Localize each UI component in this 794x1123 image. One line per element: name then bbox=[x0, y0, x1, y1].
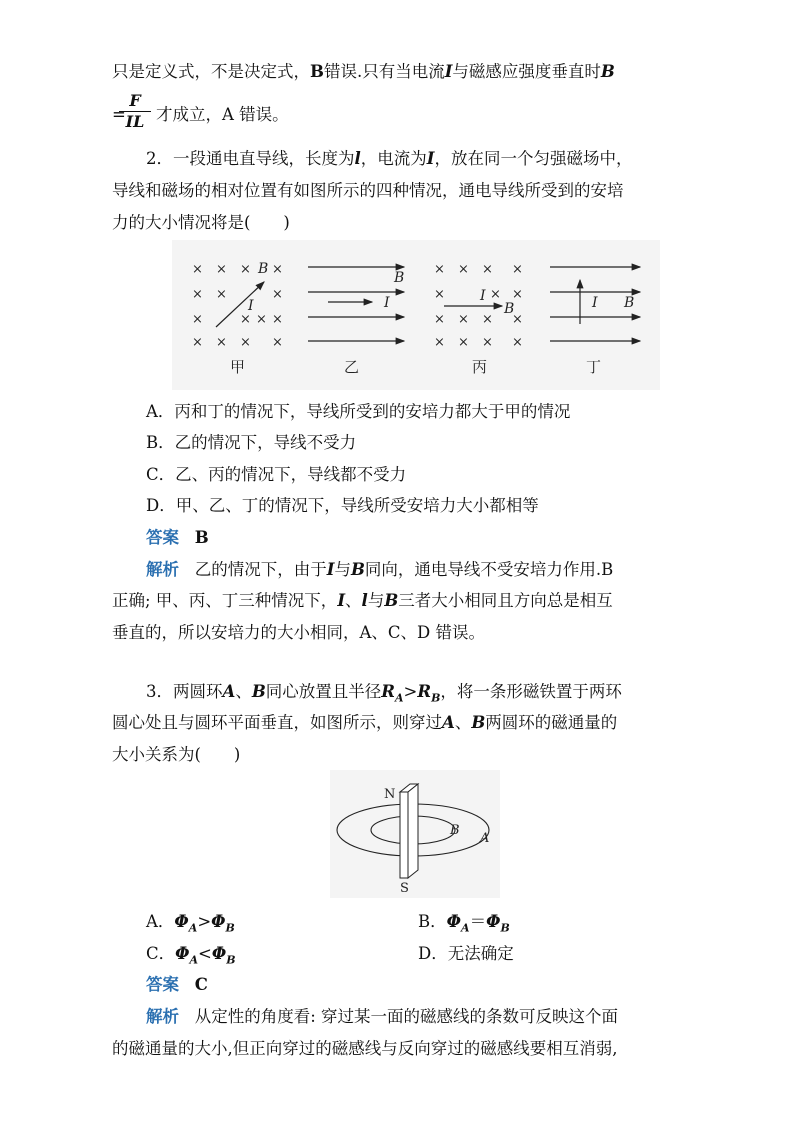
jia-B-label: B bbox=[258, 261, 269, 277]
svg-text:×: × bbox=[192, 312, 203, 327]
q3-option-b: B．$\Phi_A=\Phi_B$ bbox=[418, 912, 510, 935]
ding-I-label: I bbox=[592, 295, 598, 311]
answer-label: 答案 bbox=[146, 975, 179, 994]
svg-text:×: × bbox=[512, 312, 523, 327]
jia-label: 甲 bbox=[230, 358, 246, 376]
q3-analysis-line-1: 解析 从定性的角度看: 穿过某一面的磁感线的条数可反映这个面 bbox=[146, 1007, 619, 1026]
q2-stem-line-3: 力的大小情况将是( ) bbox=[112, 213, 290, 232]
bar-magnet bbox=[400, 784, 418, 878]
svg-text:×: × bbox=[458, 262, 469, 277]
yi-I-label: I bbox=[384, 295, 390, 311]
q2-stem-line-1: 2．一段通电直导线，长度为l，电流为I，放在同一个匀强磁场中， bbox=[146, 149, 633, 168]
bing-label: 丙 bbox=[472, 358, 488, 376]
svg-text:×: × bbox=[512, 287, 523, 302]
q2-option-d: D．甲、乙、丁的情况下，导线所受安培力大小都相等 bbox=[146, 496, 539, 515]
svg-text:×: × bbox=[482, 262, 493, 277]
svg-text:×: × bbox=[458, 335, 469, 350]
svg-text:×: × bbox=[216, 262, 227, 277]
q2-analysis-line-3: 垂直的，所以安培力的大小相同，A、C、D 错误。 bbox=[112, 623, 486, 642]
svg-text:×: × bbox=[272, 335, 283, 350]
svg-text:×: × bbox=[434, 312, 445, 327]
svg-text:×: × bbox=[434, 287, 445, 302]
bing-I-label: I bbox=[480, 288, 486, 304]
text-line-1: 只是定义式，不是决定式，B错误.只有当电流I与磁感应强度垂直时B bbox=[112, 62, 615, 81]
q3-stem-line-1: 3．两圆环A、B同心放置且半径$R_A>R_B$，将一条形磁铁置于两环 bbox=[146, 682, 622, 705]
magnet-S-label: S bbox=[400, 881, 409, 896]
svg-text:×: × bbox=[256, 312, 267, 327]
svg-text:×: × bbox=[240, 262, 251, 277]
svg-text:×: × bbox=[272, 287, 283, 302]
svg-text:×: × bbox=[192, 262, 203, 277]
svg-text:×: × bbox=[192, 335, 203, 350]
svg-text:×: × bbox=[490, 287, 501, 302]
q2-option-b: B．乙的情况下，导线不受力 bbox=[146, 433, 357, 452]
equals-sign: = bbox=[112, 105, 126, 124]
fraction-F-over-IL bbox=[117, 92, 153, 131]
svg-text:×: × bbox=[482, 335, 493, 350]
jia-I-label: I bbox=[248, 298, 254, 314]
q2-option-a: A．丙和丁的情况下，导线所受到的安培力都大于甲的情况 bbox=[146, 402, 571, 421]
magnet-N-label: N bbox=[384, 787, 396, 802]
analysis-label: 解析 bbox=[146, 560, 179, 579]
svg-text:×: × bbox=[272, 312, 283, 327]
ding-label: 丁 bbox=[586, 358, 602, 376]
svg-text:×: × bbox=[240, 335, 251, 350]
q3-option-d: D．无法确定 bbox=[418, 944, 514, 963]
q3-stem-line-3: 大小关系为( ) bbox=[112, 745, 241, 764]
svg-text:×: × bbox=[216, 287, 227, 302]
ding-B-label: B bbox=[624, 295, 635, 311]
ring-A-label: A bbox=[480, 831, 490, 846]
q3-option-a: A．$\Phi_A>\Phi_B$ bbox=[146, 912, 235, 935]
svg-text:×: × bbox=[512, 335, 523, 350]
svg-text:×: × bbox=[192, 287, 203, 302]
svg-text:×: × bbox=[216, 335, 227, 350]
q2-option-c: C．乙、丙的情况下，导线都不受力 bbox=[146, 465, 407, 484]
q2-stem-line-2: 导线和磁场的相对位置有如图所示的四种情况，通电导线所受到的安培 bbox=[112, 181, 624, 200]
q2-analysis-line-2: 正确; 甲、丙、丁三种情况下，I、l与B三者大小相同且方向总是相互 bbox=[112, 591, 613, 610]
q3-analysis-line-2: 的磁通量的大小,但正向穿过的磁感线与反向穿过的磁感线要相互消弱, bbox=[112, 1039, 618, 1058]
svg-text:×: × bbox=[512, 262, 523, 277]
svg-text:×: × bbox=[434, 262, 445, 277]
yi-label: 乙 bbox=[344, 358, 360, 376]
text-line-2: 才成立，A 错误。 bbox=[156, 105, 289, 124]
q2-answer: 答案 B bbox=[146, 528, 209, 547]
svg-text:×: × bbox=[240, 312, 251, 327]
q2-analysis-line-1: 解析 乙的情况下，由于I与B同向，通电导线不受安培力作用.B bbox=[146, 560, 614, 579]
q3-figure bbox=[330, 770, 500, 898]
svg-text:×: × bbox=[458, 312, 469, 327]
svg-text:×: × bbox=[434, 335, 445, 350]
fraction-numerator: F bbox=[129, 91, 141, 110]
q3-option-c: C．$\Phi_A<\Phi_B$ bbox=[146, 944, 236, 967]
answer-label: 答案 bbox=[146, 528, 179, 547]
ring-B-label: B bbox=[450, 823, 460, 838]
fraction-denominator: IL bbox=[125, 112, 145, 131]
yi-B-label: B bbox=[394, 270, 405, 286]
bing-B-label: B bbox=[504, 301, 515, 317]
analysis-label: 解析 bbox=[146, 1007, 179, 1026]
q3-answer: 答案 C bbox=[146, 975, 208, 994]
svg-text:×: × bbox=[272, 262, 283, 277]
q3-stem-line-2: 圆心处且与圆环平面垂直，如图所示，则穿过A、B两圆环的磁通量的 bbox=[112, 713, 618, 732]
svg-text:×: × bbox=[482, 312, 493, 327]
q2-figure bbox=[172, 240, 660, 390]
